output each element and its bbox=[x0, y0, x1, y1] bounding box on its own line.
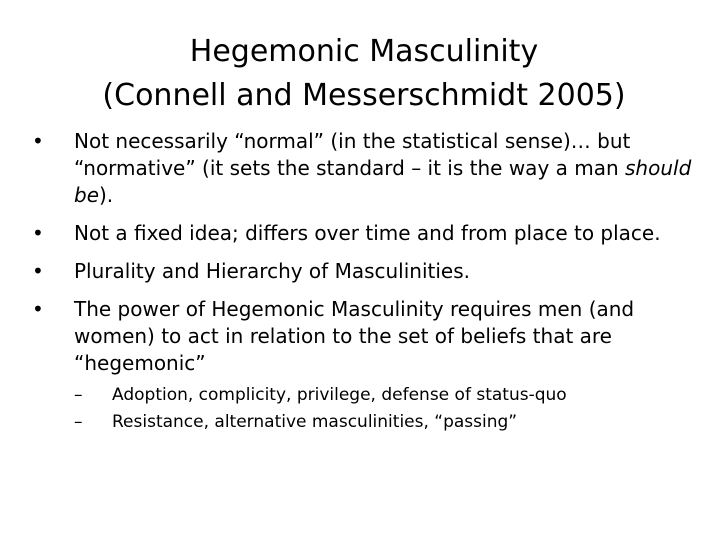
bullet-text: The power of Hegemonic Masculinity requires men (and women) to act in relation to the set of beliefs that are “hegemonic” bbox=[74, 297, 635, 375]
bullet-item-power bbox=[30, 296, 698, 434]
sub-bullet-text: Resistance, alternative masculinities, “passing” bbox=[112, 412, 518, 432]
bullet-item-plurality bbox=[30, 258, 698, 285]
bullet-marker: • bbox=[32, 259, 44, 283]
bullet-item-normative bbox=[30, 128, 698, 209]
bullet-text: Not a fixed idea; differs over time and from place to place. bbox=[74, 221, 661, 245]
sub-bullet-text: Adoption, complicity, privilege, defense of status-quo bbox=[112, 385, 567, 405]
bullet-text-end: ). bbox=[99, 183, 114, 207]
sub-bullet-marker: – bbox=[74, 385, 83, 405]
sub-bullet-marker: – bbox=[74, 412, 83, 432]
sub-bullet-resistance bbox=[74, 410, 698, 434]
title-line-2: (Connell and Messerschmidt 2005) bbox=[102, 78, 626, 113]
bullet-marker: • bbox=[32, 297, 44, 321]
bullet-text: Not necessarily “normal” (in the statistical sense)… but “normative” (it sets the standard – it is the way a man bbox=[74, 129, 631, 180]
bullet-marker: • bbox=[32, 129, 44, 153]
slide-title bbox=[0, 30, 728, 118]
bullet-item-not-fixed bbox=[30, 220, 698, 247]
bullet-marker: • bbox=[32, 221, 44, 245]
bullet-text: Plurality and Hierarchy of Masculinities. bbox=[74, 259, 470, 283]
bullet-emphasis: should be bbox=[74, 156, 692, 207]
sub-bullet-adoption bbox=[74, 383, 698, 407]
bullet-list bbox=[30, 128, 698, 445]
sub-bullet-list bbox=[74, 383, 698, 434]
title-line-1: Hegemonic Masculinity bbox=[189, 34, 539, 69]
